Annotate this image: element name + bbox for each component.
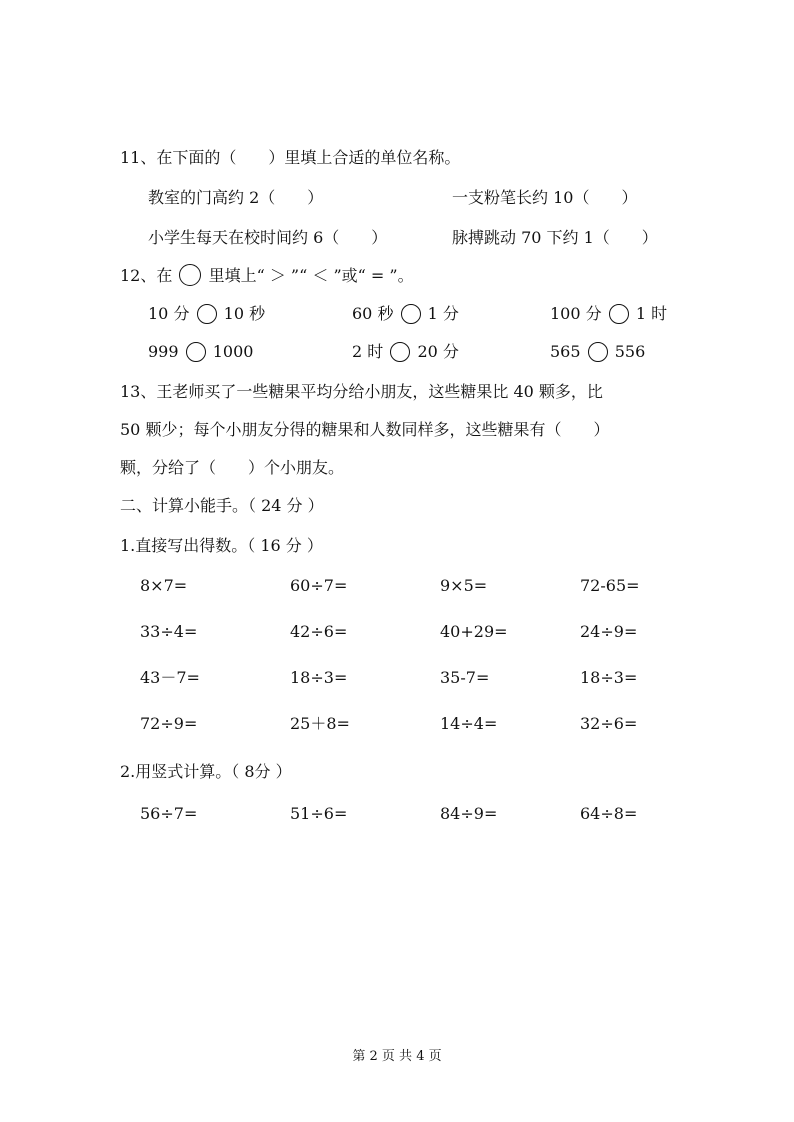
q13-line-1: 13、王老师买了一些糖果平均分给小朋友，这些糖果比 40 颗多，比 xyxy=(120,382,603,401)
q12-title xyxy=(120,264,414,286)
direct-calc-item: 60÷7= xyxy=(290,576,348,595)
compare-right: 1 时 xyxy=(635,304,668,323)
compare-left: 10 分 xyxy=(148,304,190,323)
compare-item-2 xyxy=(352,304,459,324)
compare-left: 2 时 xyxy=(352,342,384,361)
compare-left: 565 xyxy=(550,342,581,361)
q13-line-3: 颗，分给了（ ）个小朋友。 xyxy=(120,458,345,477)
direct-calc-item: 18÷3= xyxy=(580,668,638,687)
q13-line-2: 50 颗少；每个小朋友分得的糖果和人数同样多，这些糖果有（ ） xyxy=(120,420,610,439)
compare-right: 20 分 xyxy=(417,342,459,361)
compare-circle-icon[interactable] xyxy=(390,342,410,362)
direct-calc-item: 40+29= xyxy=(440,622,508,641)
direct-calc-item: 14÷4= xyxy=(440,714,498,733)
direct-calc-item: 35-7= xyxy=(440,668,490,687)
direct-calc-item: 72÷9= xyxy=(140,714,198,733)
vertical-calc-item: 51÷6= xyxy=(290,804,348,823)
direct-calc-item: 24÷9= xyxy=(580,622,638,641)
q12-suffix: 里填上“ ＞ ”“ ＜ ”或“ = ”。 xyxy=(208,266,414,285)
section2-title: 二、计算小能手。（ 24 分 ） xyxy=(120,496,324,515)
compare-right: 1000 xyxy=(212,342,254,361)
direct-calc-item: 25＋8= xyxy=(290,714,350,733)
compare-circle-icon[interactable] xyxy=(186,342,206,362)
q11-item-3: 小学生每天在校时间约 6（ ） xyxy=(148,228,388,247)
direct-calc-item: 42÷6= xyxy=(290,622,348,641)
q11-item-1: 教室的门高约 2（ ） xyxy=(148,188,324,207)
direct-calc-item: 18÷3= xyxy=(290,668,348,687)
page-footer: 第 2 页 共 4 页 xyxy=(352,1049,442,1064)
compare-circle-icon[interactable] xyxy=(588,342,608,362)
compare-item-5 xyxy=(352,342,459,362)
compare-right: 1 分 xyxy=(427,304,459,323)
compare-item-4 xyxy=(148,342,253,362)
compare-item-1 xyxy=(148,304,265,324)
direct-calc-item: 43－7= xyxy=(140,668,200,687)
vertical-calc-item: 56÷7= xyxy=(140,804,198,823)
direct-calc-item: 33÷4= xyxy=(140,622,198,641)
compare-circle-icon[interactable] xyxy=(401,304,421,324)
compare-left: 999 xyxy=(148,342,179,361)
section2-sub1: 1.直接写出得数。（ 16 分 ） xyxy=(120,536,323,555)
compare-left: 60 秒 xyxy=(352,304,394,323)
direct-calc-item: 32÷6= xyxy=(580,714,638,733)
compare-right: 10 秒 xyxy=(223,304,266,323)
direct-calc-item: 72-65= xyxy=(580,576,640,595)
vertical-calc-item: 64÷8= xyxy=(580,804,638,823)
direct-calc-item: 8×7= xyxy=(140,576,188,595)
compare-item-6 xyxy=(550,342,645,362)
compare-circle-icon[interactable] xyxy=(609,304,629,324)
q11-item-4: 脉搏跳动 70 下约 1（ ） xyxy=(452,228,658,247)
compare-left: 100 分 xyxy=(550,304,602,323)
compare-circle-icon[interactable] xyxy=(197,304,217,324)
compare-item-3 xyxy=(550,304,667,324)
q11-title: 11、在下面的（ ）里填上合适的单位名称。 xyxy=(120,148,461,167)
direct-calc-item: 9×5= xyxy=(440,576,488,595)
q12-prefix: 12、在 xyxy=(120,266,173,285)
compare-circle-icon xyxy=(179,264,201,286)
q11-item-2: 一支粉笔长约 10（ ） xyxy=(452,188,638,207)
vertical-calc-item: 84÷9= xyxy=(440,804,498,823)
compare-right: 556 xyxy=(614,342,646,361)
section2-sub2: 2.用竖式计算。（ 8分 ） xyxy=(120,762,292,781)
